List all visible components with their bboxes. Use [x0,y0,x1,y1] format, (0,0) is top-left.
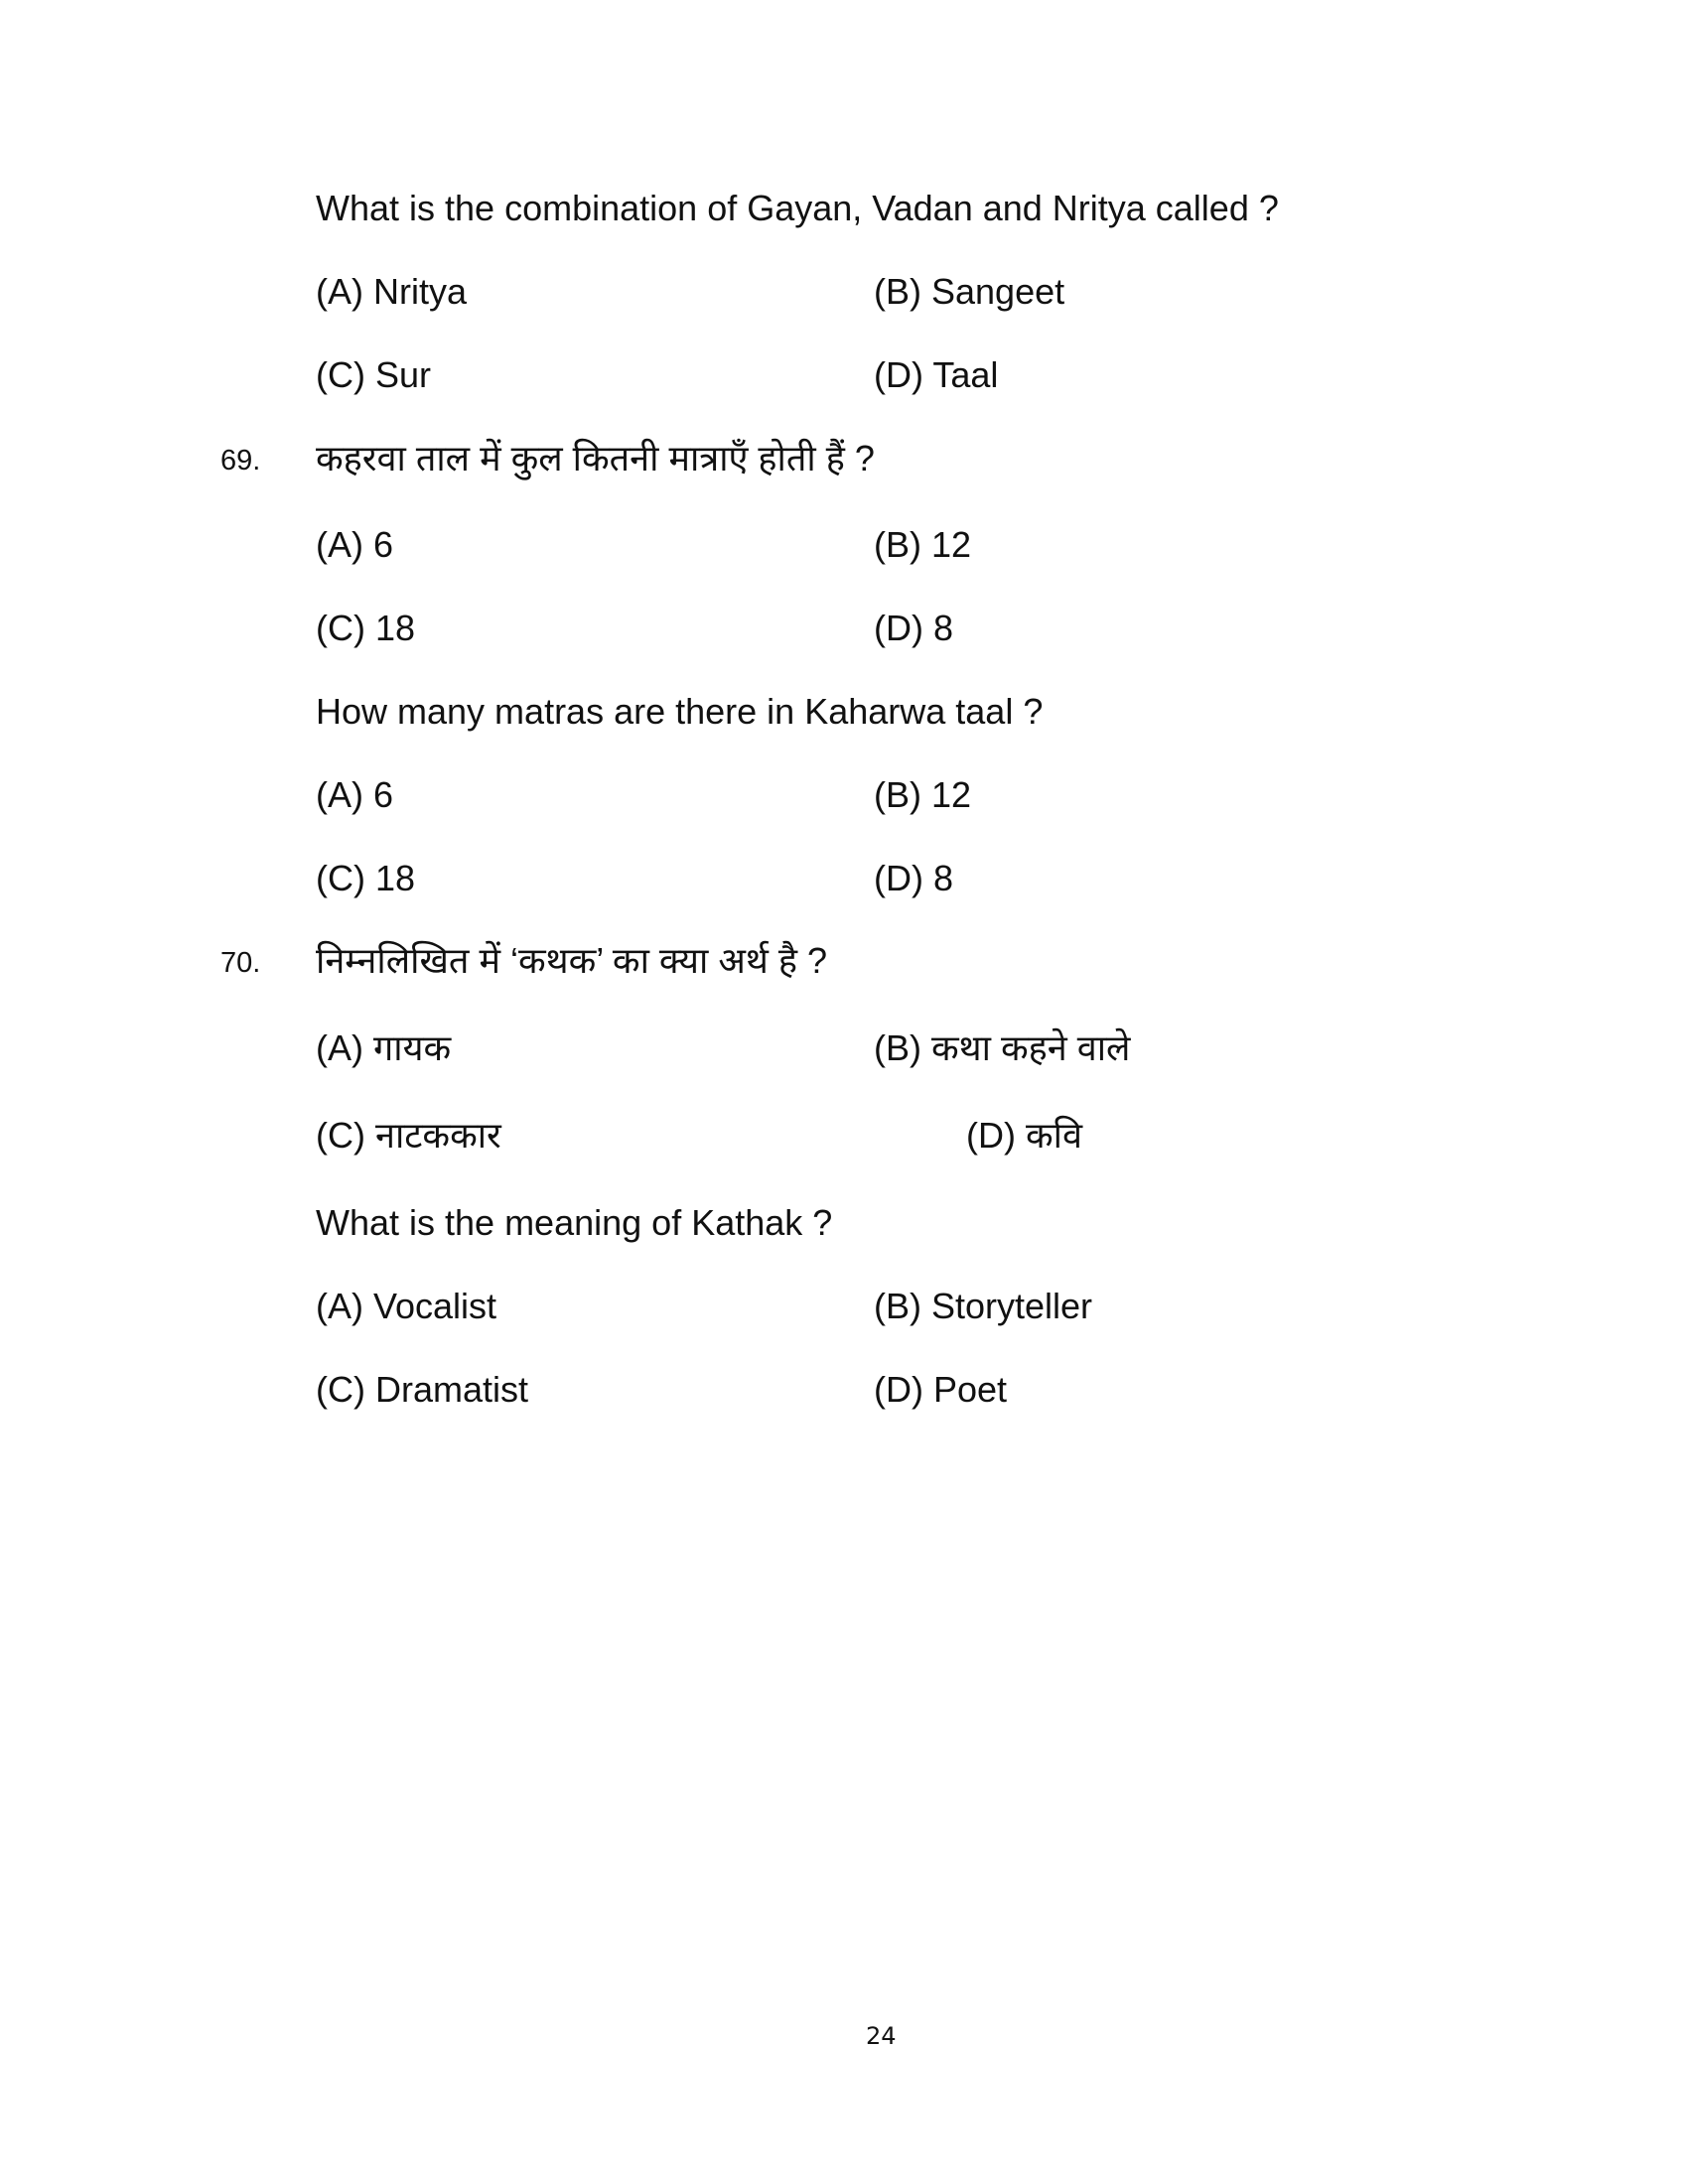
q69-hi-option-c: (C) 18 [316,608,416,648]
q69-hi-option-a: (A) 6 [316,524,394,565]
q69-question-hi: कहरवा ताल में कुल कितनी मात्राएँ होती हैं ? [316,438,875,478]
q68-option-b: (B) Sangeet [874,271,1065,312]
q70-en-option-a: (A) Vocalist [316,1286,497,1326]
q69-en-option-a: (A) 6 [316,774,394,815]
q69-en-option-d: (D) 8 [874,858,953,898]
q70-hi-option-b: (B) कथा कहने वाले [874,1027,1131,1068]
q69-number: 69. [220,445,261,477]
q68-option-a: (A) Nritya [316,271,467,312]
q70-hi-option-a: (A) गायक [316,1027,452,1068]
q70-en-option-c: (C) Dramatist [316,1369,528,1410]
q70-number: 70. [220,947,261,979]
q69-question-en: How many matras are there in Kaharwa taal ? [316,691,1044,732]
q68-question-en: What is the combination of Gayan, Vadan and Nritya called ? [316,188,1279,228]
q70-question-en: What is the meaning of Kathak ? [316,1202,833,1243]
q68-option-c: (C) Sur [316,354,431,395]
q70-question-hi: निम्नलिखित में ‘कथक’ का क्या अर्थ है ? [316,940,828,981]
q68-option-d: (D) Taal [874,354,999,395]
q70-hi-option-c: (C) नाटककार [316,1115,501,1156]
page-number: 24 [866,2022,897,2050]
q69-hi-option-d: (D) 8 [874,608,953,648]
q70-en-option-d: (D) Poet [874,1369,1008,1410]
q69-en-option-c: (C) 18 [316,858,416,898]
q70-hi-option-d: (D) कवि [966,1115,1082,1156]
q69-hi-option-b: (B) 12 [874,524,972,565]
q70-en-option-b: (B) Storyteller [874,1286,1093,1326]
q69-en-option-b: (B) 12 [874,774,972,815]
